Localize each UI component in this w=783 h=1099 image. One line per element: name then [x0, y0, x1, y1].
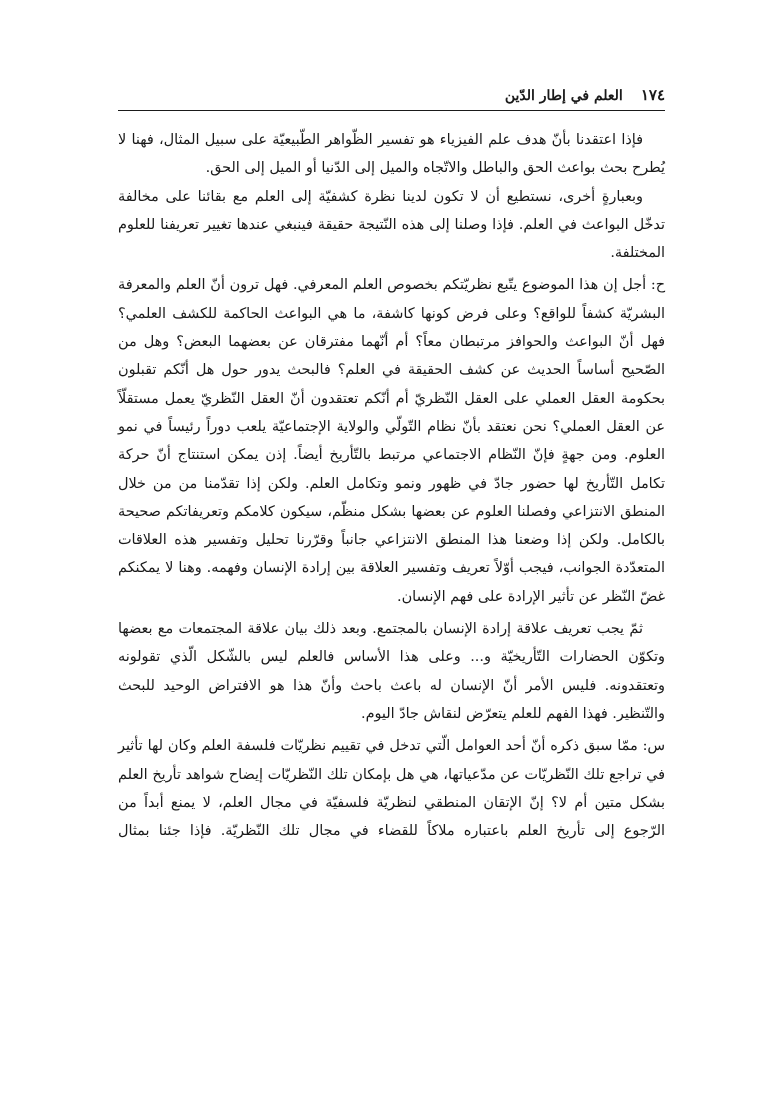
paragraph-will-and-society: ثمّ يجب تعريف علاقة إرادة الإنسان بالمجتمع. وبعد ذلك بيان علاقة المجتمعات مع بعضها وتكوّن الحضارات التّأريخيّة و... وعلى هذا الأساس فالعلم ليس بالشّكل الّذي تقولونه وتعتقدونه. فليس الأمر أنّ الإنسان له باعث باحث وأنّ هذا هو الافتراض الوحيد للبحث والتّنظير. فهذا الفهم للعلم يتعرّض لنقاش جادّ اليوم. — [118, 621, 665, 722]
paragraph-answer-h: ح: أجل إن هذا الموضوع يتّبع نظريّتكم بخصوص العلم المعرفي. فهل ترون أنّ العلم والمعرفة البشريّة كشفاً للواقع؟ وعلى فرض كونها كاشفة، ما هي البواعث الحاكمة للكشف العلمي؟ فهل أنّ البواعث والحوافز مرتبطان معاً؟ أم أنّهما مفترقان عن بعضهما البعض؟ وهل من الصّحيح أساساً الحديث عن كشف الحقيقة في العلم؟ فالبحث يدور حول هل أنّكم تقبلون بحكومة العقل العملي على العقل النّظريّ أم أنّكم تعتقدون أنّ العقل النّظريّ يعمل مستقلّاً عن العقل العملي؟ نحن نعتقد بأنّ نظام التّولّي والولاية الإجتماعيّة يلعب دوراً رئيساً في نمو العلوم. ومن جهةٍ فإنّ النّظام الاجتماعي مرتبط بالتّأريخ أيضاً. إذن يمكن استنتاج أنّ حركة تكامل التّأريخ لها حضور جادّ في ظهور ونمو وتكامل العلم. ولكن إذا تقدّمنا من من خلال المنطق الانتزاعي وفصلنا العلوم عن بعضها بشكل منظّم، سيكون كلامكم وتعريفاتكم صحيحة بالكامل. ولكن إذا وضعنا هذا المنطق الانتزاعي جانباً وقرّرنا تحليل وتفسير هذه العلاقات المتعدّدة الجوانب، فيجب أوّلاً تعريف وتفسير العلاقة بين إرادة الإنسان وفهمه. وهنا لا يمكنكم غضّ النّظر عن تأثير الإرادة على فهم الإنسان. — [118, 277, 665, 605]
running-header — [455, 86, 665, 104]
running-title: العلم في إطار الدّين — [504, 88, 623, 104]
paragraph-question-s: س: ممّا سبق ذكره أنّ أحد العوامل الّتي تدخل في تقييم نظريّات فلسفة العلم وكان لها تأثير في تراجع تلك النّظريّات عن مدّعياتها، هي هل بإمكان تلك النّظريّات إيضاح شواهد تأريخ العلم بشكل متين أم لا؟ إنّ الإتقان المنطقي لنظريّة فلسفيّة في مجال العلم، لا يمنع أبداً من الرّجوع إلى تأريخ العلم باعتباره ملاكاً للقضاء في مجال تلك النّظريّة. فإذا جئنا بمثال — [118, 738, 665, 840]
paragraph-physics-example: فإذا اعتقدنا بأنّ هدف علم الفيزياء هو تفسير الظّواهر الطّبيعيّة على سبيل المثال، فهنا لا يُطرح بحث بواعث الحق والباطل والاتّجاه والميل إلى الدّنيا أو الميل إلى الحق. — [118, 132, 665, 177]
paragraph-motives-in-science: وبعبارةٍ أخرى، نستطيع أن لا تكون لدينا نظرة كشفيّة إلى العلم مع بقائنا على مخالفة تدخّل البواعث في العلم. فإذا وصلنا إلى هذه النّتيجة حقيقة فينبغي عندها تغيير تعريفنا للعلوم المختلفة. — [118, 188, 665, 262]
body-text — [118, 126, 665, 845]
page-number: ١٧٤ — [640, 86, 665, 104]
header-divider — [118, 110, 665, 111]
